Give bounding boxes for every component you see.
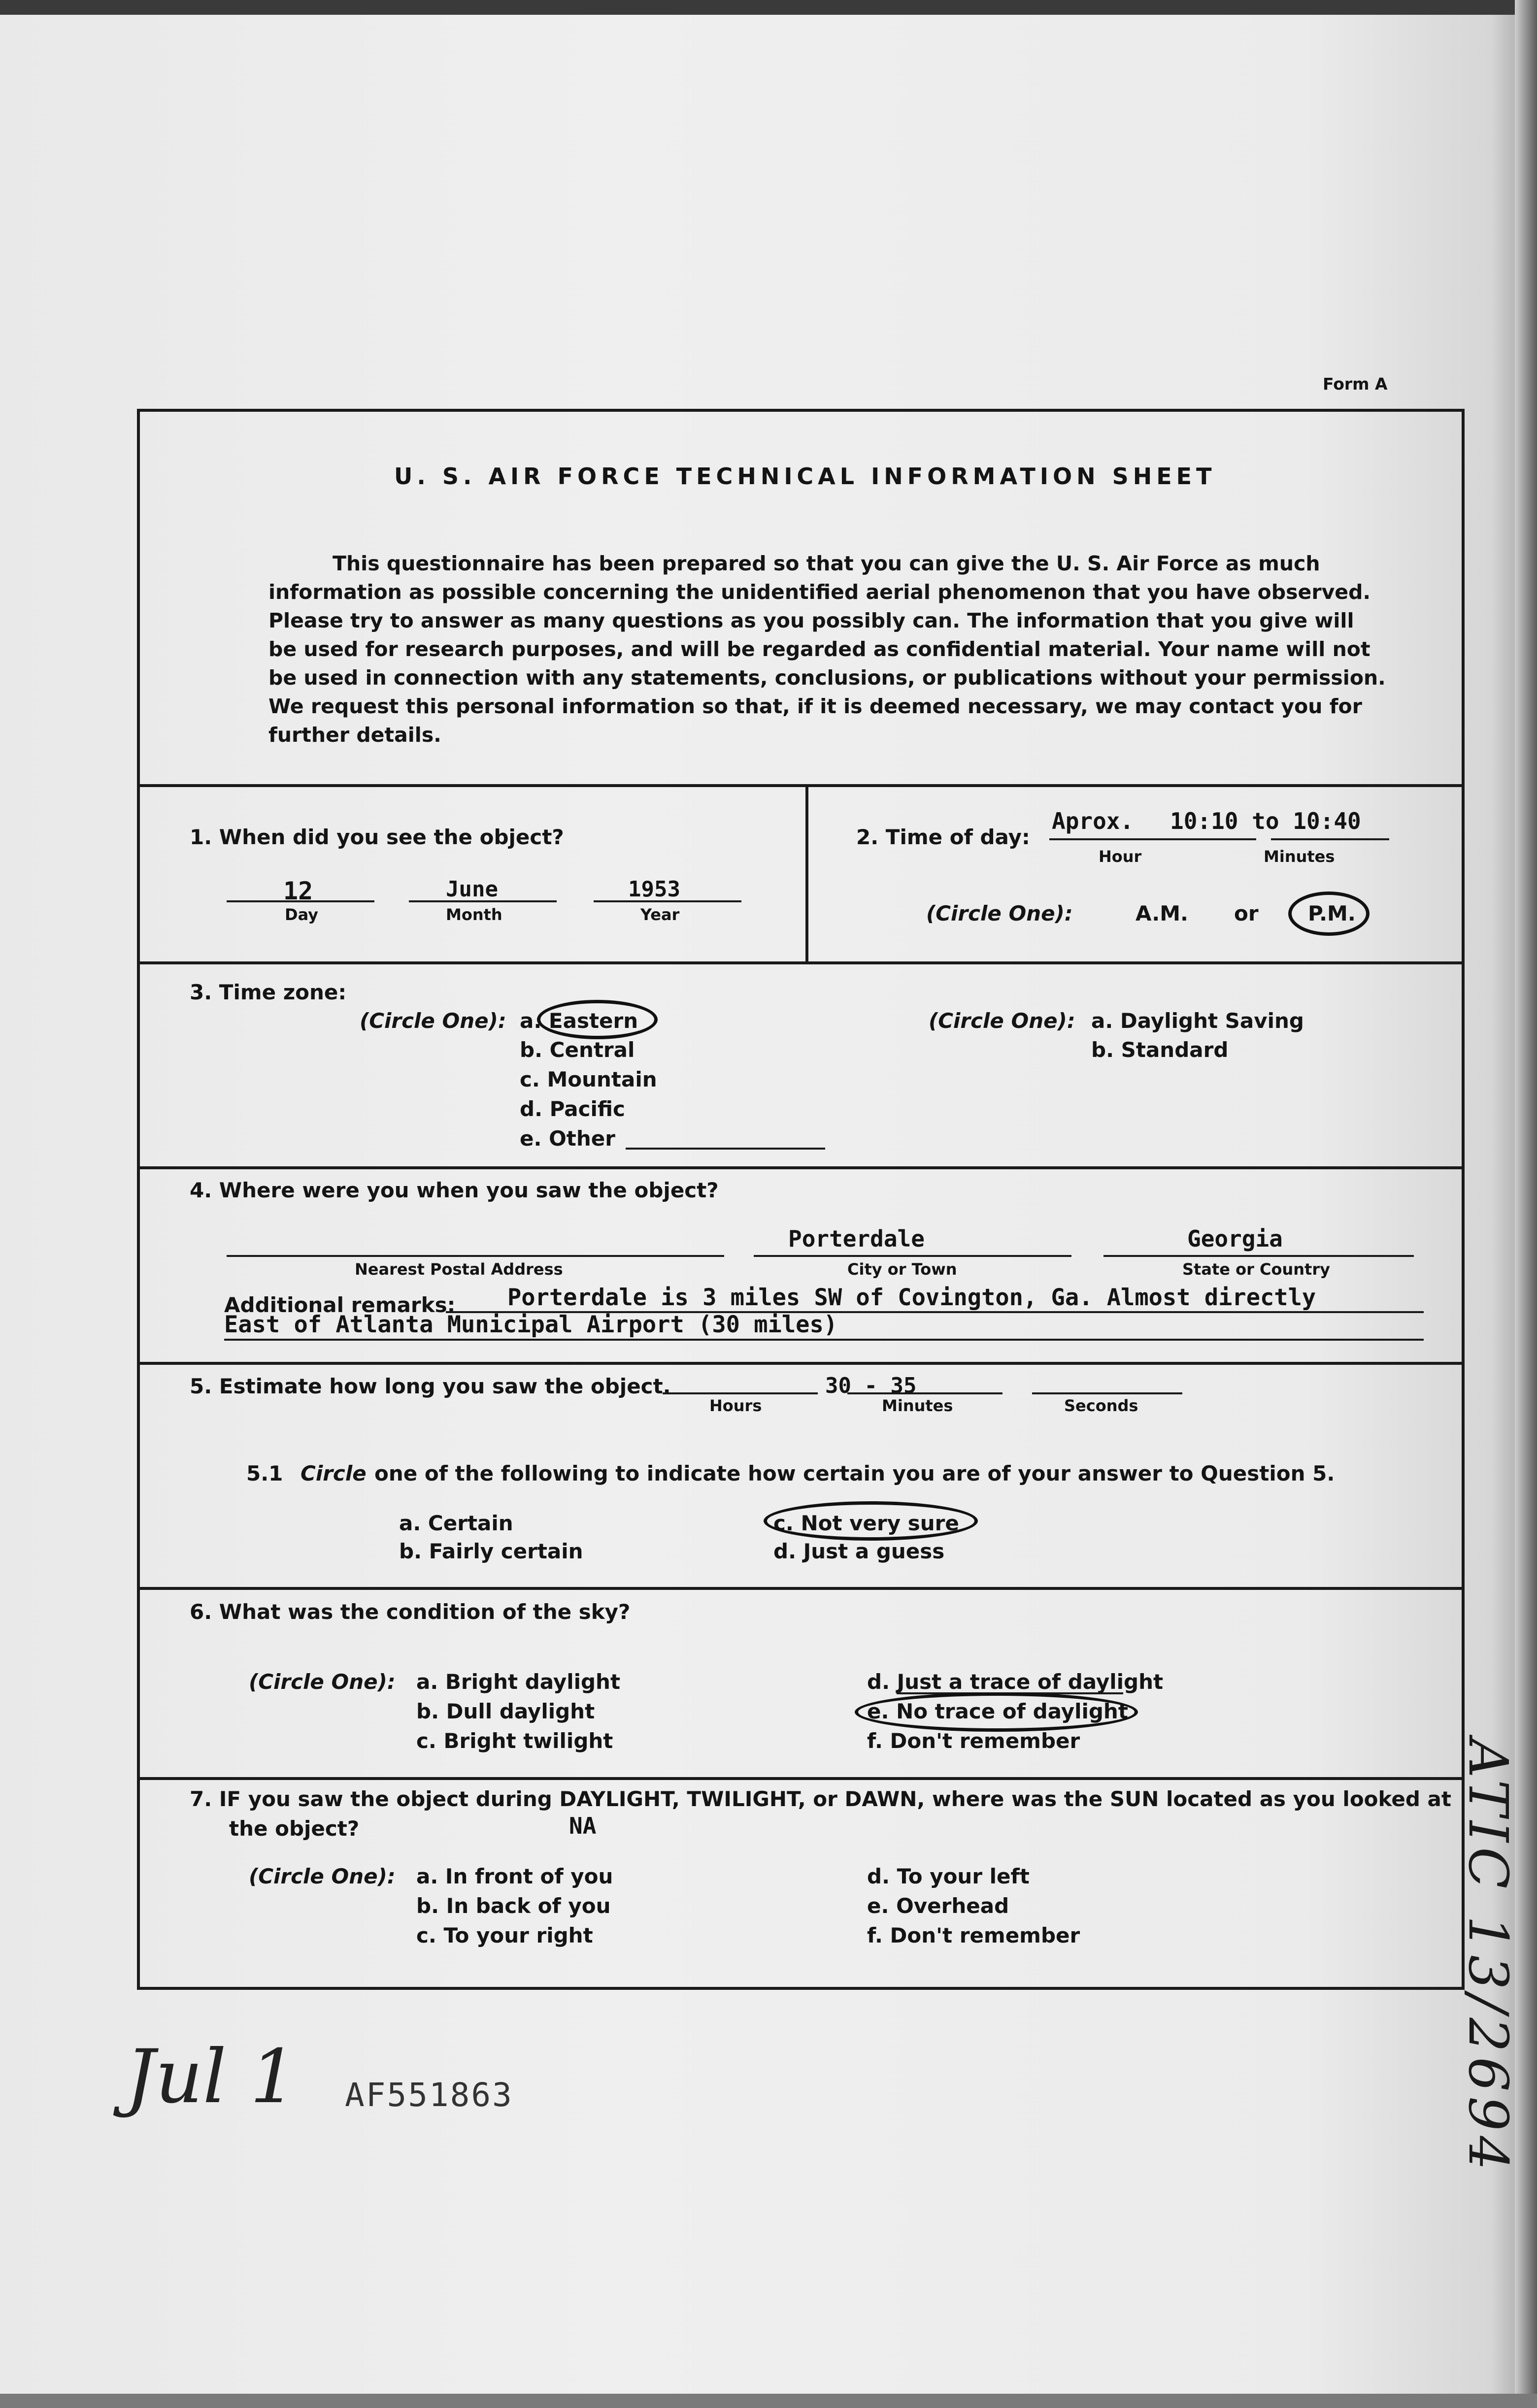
q3-label: 3. Time zone: — [190, 980, 347, 1004]
q5-option-fairly-certain: b. Fairly certain — [399, 1539, 583, 1563]
q5-option-certain: a. Certain — [399, 1511, 513, 1535]
intro-paragraph — [268, 549, 1386, 749]
q7-option-in-back: b. In back of you — [416, 1894, 611, 1918]
q4-city-label: City or Town — [847, 1260, 957, 1279]
q6-option-bright-twilight: c. Bright twilight — [416, 1729, 613, 1753]
q5-minutes-label: Minutes — [882, 1396, 953, 1415]
q7-option-right: c. To your right — [416, 1923, 593, 1947]
intro-line: Please try to answer as many questions as you possibly can. The information that you give will — [268, 609, 1354, 632]
q5-option-not-very-sure: c. Not very sure — [773, 1511, 959, 1535]
stamp-number: AF551863 — [345, 2076, 513, 2114]
intro-line: This questionnaire has been prepared so that you can give the U. S. Air Force as much — [333, 552, 1320, 575]
divider-q3 — [137, 961, 1465, 964]
q6-option-no-trace-daylight: e. No trace of daylight — [867, 1699, 1128, 1723]
q3-option-mountain: c. Mountain — [520, 1067, 657, 1091]
q5-1-text: one of the following to indicate how certain you are of your answer to Question 5. — [374, 1461, 1335, 1485]
q5-not-very-sure-circle-mark — [764, 1501, 978, 1541]
q5-hours-line — [663, 1392, 818, 1394]
q4-remarks-label: Additional remarks: — [224, 1293, 456, 1317]
q3-circle-one: (Circle One): — [360, 1009, 506, 1033]
q1-day-line — [227, 900, 374, 902]
q4-state-line — [1103, 1255, 1414, 1257]
q1-label: 1. When did you see the object? — [190, 825, 564, 849]
q1-year-label: Year — [640, 905, 680, 924]
q5-option-just-a-guess: d. Just a guess — [773, 1539, 945, 1563]
q3-option-other: e. Other — [520, 1126, 615, 1151]
intro-line: be used for research purposes, and will be regarded as confidential material. Your name will not — [268, 637, 1370, 661]
q6-option-trace-daylight: d. Just a trace of daylight — [867, 1670, 1164, 1694]
intro-line: We request this personal information so that, if it is deemed necessary, we may contact you for — [268, 694, 1362, 718]
intro-line: further details. — [268, 723, 441, 747]
divider-q6 — [137, 1587, 1465, 1590]
q3-other-line — [626, 1148, 825, 1150]
q2-am: A.M. — [1136, 901, 1188, 925]
q7-answer: NA — [569, 1813, 597, 1839]
q6-option-dont-remember: f. Don't remember — [867, 1729, 1080, 1753]
q3-option-daylight-saving: a. Daylight Saving — [1091, 1009, 1304, 1033]
q1-month-label: Month — [446, 905, 502, 924]
q2-minutes-line — [1271, 838, 1389, 840]
scan-bottom-edge — [0, 2394, 1537, 2408]
q2-pm: P.M. — [1308, 901, 1356, 925]
q6-no-trace-circle-mark — [855, 1692, 1138, 1732]
q5-label: 5. Estimate how long you saw the object. — [190, 1374, 671, 1398]
divider-q7 — [137, 1777, 1465, 1780]
q3-option-pacific: d. Pacific — [520, 1097, 625, 1121]
intro-line: be used in connection with any statements, conclusions, or publications without your permission. — [268, 666, 1386, 690]
q6-label: 6. What was the condition of the sky? — [190, 1600, 631, 1624]
q5-seconds-line — [1032, 1392, 1182, 1394]
q7-label-line1: 7. IF you saw the object during DAYLIGHT, TWILIGHT, or DAWN, where was the SUN located as you looked at — [190, 1787, 1451, 1811]
q5-minutes-value: 30 - 35 — [825, 1373, 917, 1398]
q7-option-dont-remember: f. Don't remember — [867, 1923, 1080, 1947]
q1-day-label: Day — [285, 905, 319, 924]
q2-label: 2. Time of day: — [856, 825, 1030, 849]
q4-remarks-line2: East of Atlanta Municipal Airport (30 miles) — [224, 1311, 838, 1338]
q4-remarks-underline2 — [224, 1339, 1424, 1341]
q7-circle-one: (Circle One): — [249, 1864, 396, 1888]
q6-option-bright-daylight: a. Bright daylight — [416, 1670, 621, 1694]
q2-circle-one: (Circle One): — [926, 901, 1073, 925]
q3-option-standard: b. Standard — [1091, 1038, 1229, 1062]
q7-option-left: d. To your left — [867, 1864, 1030, 1888]
intro-line: information as possible concerning the unidentified aerial phenomenon that you have observed. — [268, 580, 1371, 604]
q7-label-line2: the object? — [229, 1816, 360, 1841]
q1-day-value: 12 — [283, 877, 313, 905]
q3-option-eastern: a. Eastern — [520, 1009, 638, 1033]
q2-or: or — [1234, 901, 1259, 925]
q4-state-label: State or Country — [1182, 1260, 1330, 1279]
divider-q4 — [137, 1166, 1465, 1169]
q6-circle-one: (Circle One): — [249, 1670, 396, 1694]
q1-month-line — [409, 900, 557, 902]
form-label: Form A — [1323, 374, 1388, 394]
q6-option-dull-daylight: b. Dull daylight — [416, 1699, 595, 1723]
form-title: U. S. AIR FORCE TECHNICAL INFORMATION SHEET — [394, 463, 1216, 490]
q4-address-label: Nearest Postal Address — [355, 1260, 563, 1279]
q7-option-in-front: a. In front of you — [416, 1864, 613, 1888]
q1-month-value: June — [446, 877, 498, 902]
q7-option-overhead: e. Overhead — [867, 1894, 1009, 1918]
q2-hour-line — [1049, 838, 1256, 840]
q2-pm-circle-mark — [1288, 891, 1370, 936]
q4-remarks-line1: Porterdale is 3 miles SW of Covington, Ga. Almost directly — [507, 1284, 1316, 1311]
divider-q5 — [137, 1362, 1465, 1365]
divider-q1-q2 — [805, 784, 808, 961]
q2-minutes-label: Minutes — [1264, 847, 1335, 866]
handwritten-note: Jul 1 — [126, 2034, 297, 2120]
q4-address-line — [227, 1255, 724, 1257]
q3-option-central: b. Central — [520, 1038, 635, 1062]
q5-seconds-label: Seconds — [1064, 1396, 1138, 1415]
scan-top-edge — [0, 0, 1537, 15]
q4-label: 4. Where were you when you saw the object? — [190, 1178, 719, 1202]
q4-state-value: Georgia — [1187, 1225, 1283, 1252]
q2-hour-value: Aprox. — [1052, 808, 1134, 834]
q5-1-circle-word: Circle — [301, 1461, 367, 1485]
q5-hours-label: Hours — [709, 1396, 762, 1415]
q1-year-value: 1953 — [628, 877, 680, 902]
divider-intro — [137, 784, 1465, 787]
q3-circle-one-2: (Circle One): — [929, 1009, 1075, 1033]
q2-hour-label: Hour — [1099, 847, 1142, 866]
q4-city-value: Porterdale — [788, 1225, 925, 1252]
q4-city-line — [754, 1255, 1071, 1257]
q2-minutes-value: 10:10 to 10:40 — [1170, 808, 1361, 834]
q3-eastern-circle-mark — [537, 1000, 658, 1039]
side-annotation: ATIC 13/2694 — [1457, 1739, 1520, 2176]
q5-1-number: 5.1 — [246, 1461, 283, 1485]
q1-year-line — [594, 900, 741, 902]
q5-minutes-line — [847, 1392, 1002, 1394]
